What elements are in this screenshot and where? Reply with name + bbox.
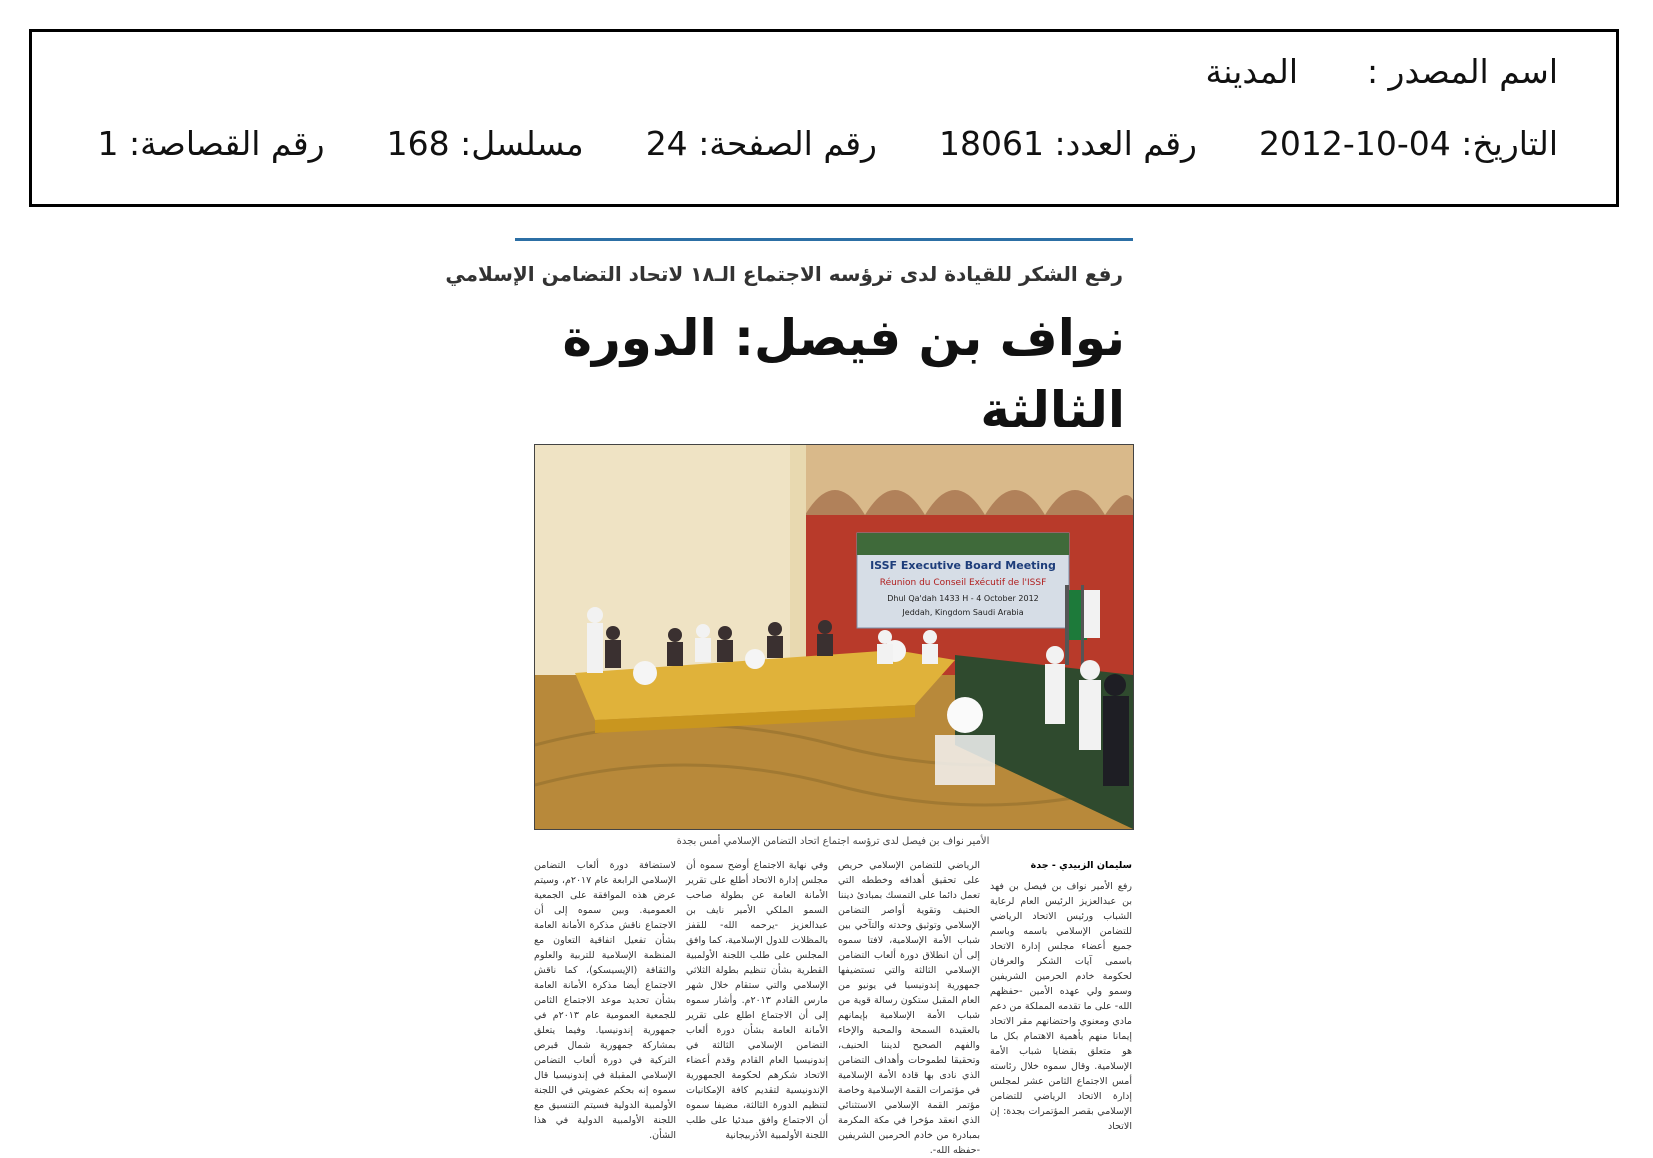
source-label: اسم المصدر :: [1366, 52, 1558, 91]
clip-label: رقم القصاصة:: [129, 124, 325, 163]
date-field: [1259, 124, 1558, 163]
meeting-photo-illustration: [535, 445, 1133, 829]
banner-line-3: Dhul Qa'dah 1433 H - 4 October 2012: [887, 594, 1039, 603]
page-label: رقم الصفحة:: [698, 124, 877, 163]
serial-label: مسلسل:: [460, 124, 584, 163]
column-2-text: الرياضي للتضامن الإسلامي حريص على تحقيق أهدافه وخططه التي تعمل دائما على التمسك بمبادئ ديننا الحنيف وتقوية أواصر التضامن الإسلامي وتوثيق وحدته والتآخي بين شباب الأمة الإسلامية، لافتا سموه إلى أن انطلاق دورة ألعاب التضامن الإسلامي الثالثة والتي تستضيفها جمهورية إندونيسيا في يونيو من العام المقبل ستكون رسالة قوية من شباب الأمة الإسلامية بإيمانهم بالعقيدة السمحة والمحبة والإخاء والفهم الصحيح لديننا الحنيف، وتحقيقا لطموحات وأهداف التضامن الذي نادى بها قادة الأمة الإسلامية في مؤتمرات القمة الإسلامية وخاصة مؤتمر القمة الإسلامي الاستثنائي الذي انعقد مؤخرا في مكة المكرمة بمبادرة من خادم الحرمين الشريفين -حفظه الله-.: [838, 860, 980, 1156]
article-column-1: [990, 858, 1132, 1132]
page-value: 24: [645, 124, 688, 163]
banner-line-4: Jeddah, Kingdom Saudi Arabia: [902, 608, 1024, 617]
photo-caption: الأمير نواف بن فيصل لدى ترؤسه اجتماع اتحاد التضامن الإسلامي أمس بجدة: [676, 836, 990, 847]
page-field: [646, 124, 877, 163]
banner-line-2: Réunion du Conseil Exécutif de l'ISSF: [879, 578, 1047, 588]
column-3-text: وفي نهاية الاجتماع أوضح سموه أن مجلس إدارة الاتحاد أطلع على تقرير الأمانة العامة عن بطولة صاحب السمو الملكي الأمير نايف بن عبدالعزيز -يرحمه الله- للقفز بالمظلات للدول الإسلامية، كما وافق المجلس على طلب اللجنة الأولمبية القطرية بشأن تنظيم بطولة الثلاثي الإسلامي والتي ستقام خلال شهر مارس القادم ٢٠١٣م. وأشار سموه إلى أن الاجتماع اطلع على تقرير الأمانة العامة بشأن دورة ألعاب التضامن الإسلامي الثالثة في إندونيسيا العام القادم وقدم أعضاء الاتحاد شكرهم لحكومة الجمهورية الإندونيسية لتقديم كافة الإمكانيات لتنظيم الدورة الثالثة، مضيفا سموه أن الاجتماع وافق مبدئيا على طلب اللجنة الأولمبية الأذربيجانية: [686, 860, 828, 1141]
article-column-4: [534, 858, 676, 1141]
issue-value: 18061: [939, 124, 1044, 163]
article-column-3: [686, 858, 828, 1141]
clip-value: 1: [97, 124, 119, 163]
issue-field: [939, 124, 1197, 163]
source-value: المدينة: [1205, 52, 1298, 91]
serial-value: 168: [386, 124, 450, 163]
issue-label: رقم العدد:: [1054, 124, 1197, 163]
date-label: التاريخ:: [1461, 124, 1558, 163]
article-kicker: رفع الشكر للقيادة لدى ترؤسه الاجتماع الـ١٨ لاتحاد التضامن الإسلامي: [445, 262, 1123, 286]
article-byline: سليمان الزبيدي - جدة: [1030, 860, 1132, 871]
newspaper-clipping: [445, 238, 1133, 1156]
headline-line-1: نواف بن فيصل: الدورة الثالثة: [562, 309, 1125, 439]
article-column-2: [838, 858, 980, 1156]
top-rule: [515, 238, 1133, 241]
source-info-box: [29, 29, 1619, 207]
source-row: [1206, 52, 1558, 91]
meeting-photo: [534, 444, 1134, 830]
details-row: [98, 124, 1559, 163]
column-1-text: رفع الأمير نواف بن فيصل بن فهد بن عبدالعزيز الرئيس العام لرعاية الشباب ورئيس الاتحاد الرياضي للتضامن الإسلامي باسمه وباسم جميع أعضاء مجلس إدارة الاتحاد باسمى آيات الشكر والعرفان لحكومة خادم الحرمين الشريفين وسمو ولي عهده الأمين -حفظهم الله- على ما تقدمه المملكة من دعم مادي ومعنوي واحتضانهم مقر الاتحاد إيمانا منهم بأهمية الاهتمام بكل ما هو متعلق بقضايا شباب الأمة الإسلامية. وقال سموه خلال رئاسته أمس الاجتماع الثامن عشر لمجلس إدارة الاتحاد الرياضي للتضامن الإسلامي بقصر المؤتمرات بجدة: إن الاتحاد: [990, 881, 1132, 1132]
article-body: [534, 858, 1132, 1156]
clip-field: [98, 124, 325, 163]
serial-field: [387, 124, 584, 163]
date-value: 2012-10-04: [1258, 124, 1451, 163]
banner-line-1: ISSF Executive Board Meeting: [870, 559, 1056, 572]
column-4-text: لاستضافة دورة ألعاب التضامن الإسلامي الرابعة عام ٢٠١٧م، وسيتم عرض هذه الموافقة على الجمعية العمومية. وبين سموه إلى أن الاجتماع ناقش مذكرة الأمانة العامة بشأن تفعيل اتفاقية التعاون مع المنظمة الإسلامية للتربية والعلوم والثقافة (الإيسيسكو)، كما ناقش الاجتماع أيضا مذكرة الأمانة العامة بشأن تحديد موعد الاجتماع الثامن للجمعية العمومية عام ٢٠١٣م في جمهورية إندونيسيا. وفيما يتعلق بمشاركة جمهورية شمال قبرص التركية في دورة ألعاب التضامن الإسلامي المقبلة في إندونيسيا قال سموه إنه بحكم عضويتي في اللجنة الأولمبية الدولية فسيتم التنسيق مع اللجنة الأولمبية الدولية في هذا الشأن.: [534, 860, 676, 1141]
